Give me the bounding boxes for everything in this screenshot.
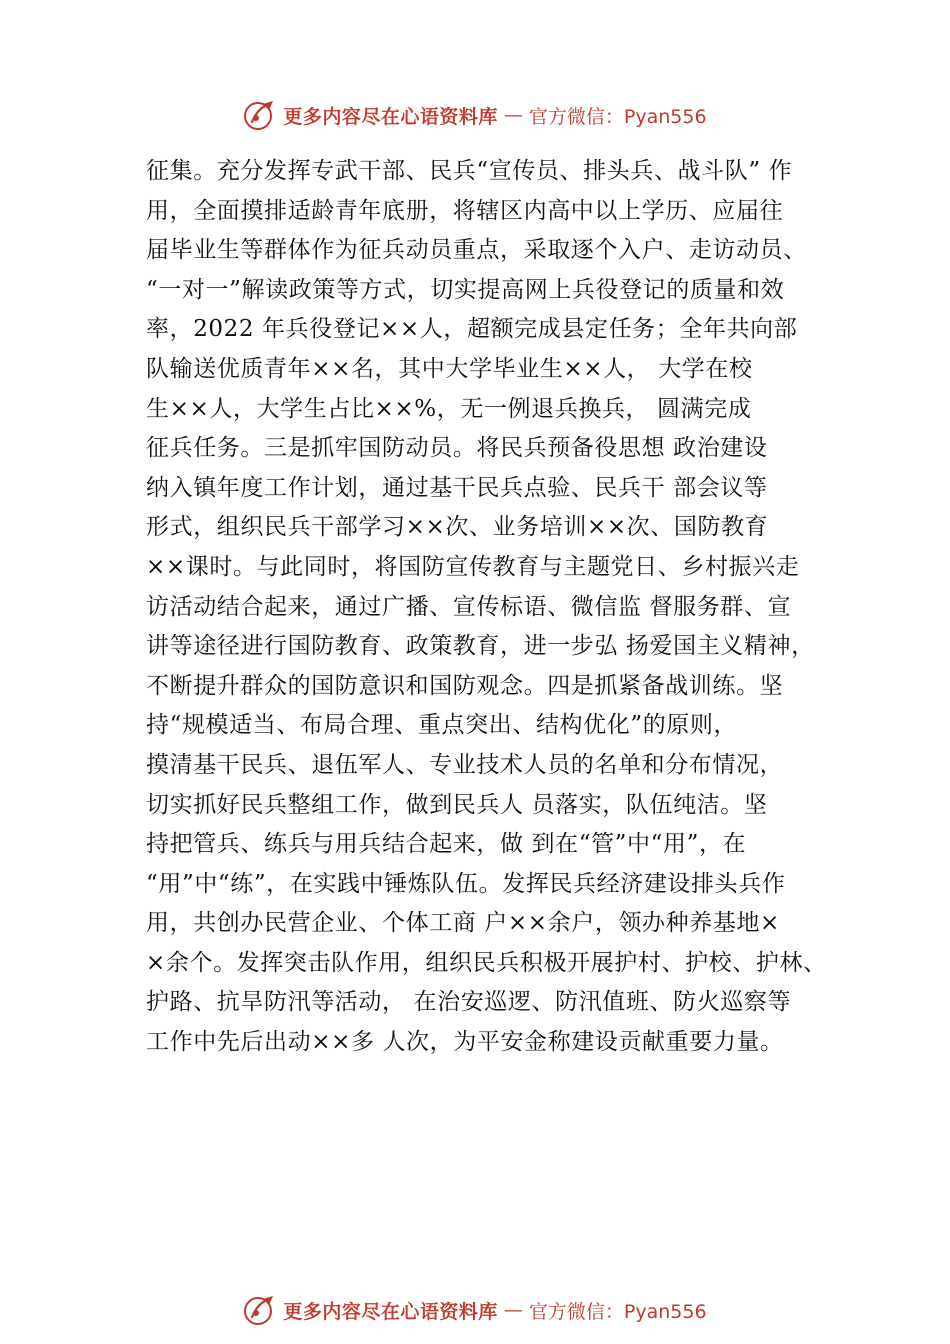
body-line: 切实抓好民兵整组工作，做到民兵人 员落实，队伍纯洁。坚	[146, 791, 768, 818]
body-line: 讲等途径进行国防教育、政策教育，进一步弘 扬爱国主义精神，	[146, 633, 815, 660]
body-line: 形式，组织民兵干部学习××次、业务培训××次、国防教育	[146, 514, 769, 541]
body-line: 队输送优质青年××名，其中大学毕业生××人， 大学在校	[146, 355, 753, 382]
body-line: ××课时。与此同时，将国防宣传教育与主题党日、乡村振兴走	[146, 553, 800, 580]
body-line: 纳入镇年度工作计划，通过基干民兵点验、民兵干 部会议等	[146, 474, 768, 501]
body-line: 生××人，大学生占比××%，无一例退兵换兵， 圆满完成	[146, 395, 752, 422]
document-body	[146, 152, 846, 1063]
body-line: 用，全面摸排适龄青年底册，将辖区内高中以上学历、应届往	[146, 197, 784, 224]
body-line: 率，2022 年兵役登记××人，超额完成县定任务；全年共向部	[146, 316, 798, 343]
pen-seal-logo-icon	[243, 98, 277, 132]
body-line: 护路、抗旱防汛等活动， 在治安巡逻、防汛值班、防火巡察等	[146, 989, 792, 1016]
body-line: “一对一”解读政策等方式，切实提高网上兵役登记的质量和效	[146, 276, 785, 303]
body-line: 届毕业生等群体作为征兵动员重点，采取逐个入户、走访动员、	[146, 237, 807, 264]
body-line: 访活动结合起来，通过广播、宣传标语、微信监 督服务群、宣	[146, 593, 792, 620]
body-line: 持把管兵、练兵与用兵结合起来，做 到在“管”中“用”，在	[146, 831, 747, 858]
body-line: 摸清基干民兵、退伍军人、专业技术人员的名单和分布情况，	[146, 751, 784, 778]
header-banner-separator: —	[503, 104, 523, 126]
footer-wechat-id: 官方微信：Pyan556	[528, 1300, 707, 1323]
header-banner	[0, 95, 950, 135]
header-wechat-id: 官方微信：Pyan556	[528, 105, 707, 128]
footer-banner-text: 更多内容尽在心语资料库	[283, 1300, 498, 1323]
body-line: 工作中先后出动××多 人次，为平安金称建设贡献重要力量。	[146, 1029, 784, 1056]
body-line: 持“规模适当、布局合理、重点突出、结构优化”的原则，	[146, 712, 738, 739]
footer-banner-separator: —	[503, 1299, 523, 1321]
body-line: ×余个。发挥突击队作用，组织民兵积极开展护村、护校、护林、	[146, 949, 827, 976]
pen-seal-logo-icon	[243, 1293, 277, 1327]
body-line: “用”中“练”，在实践中锤炼队伍。发挥民兵经济建设排头兵作	[146, 870, 786, 897]
header-banner-text: 更多内容尽在心语资料库	[283, 105, 498, 128]
body-line: 不断提升群众的国防意识和国防观念。四是抓紧备战训练。坚	[146, 672, 784, 699]
body-line: 用，共创办民营企业、个体工商 户××余户，领办种养基地×	[146, 910, 780, 937]
footer-banner	[0, 1290, 950, 1330]
body-line: 征集。充分发挥专武干部、民兵“宣传员、排头兵、战斗队” 作	[146, 158, 793, 184]
body-line: 征兵任务。三是抓牢国防动员。将民兵预备役思想 政治建设	[146, 435, 768, 462]
